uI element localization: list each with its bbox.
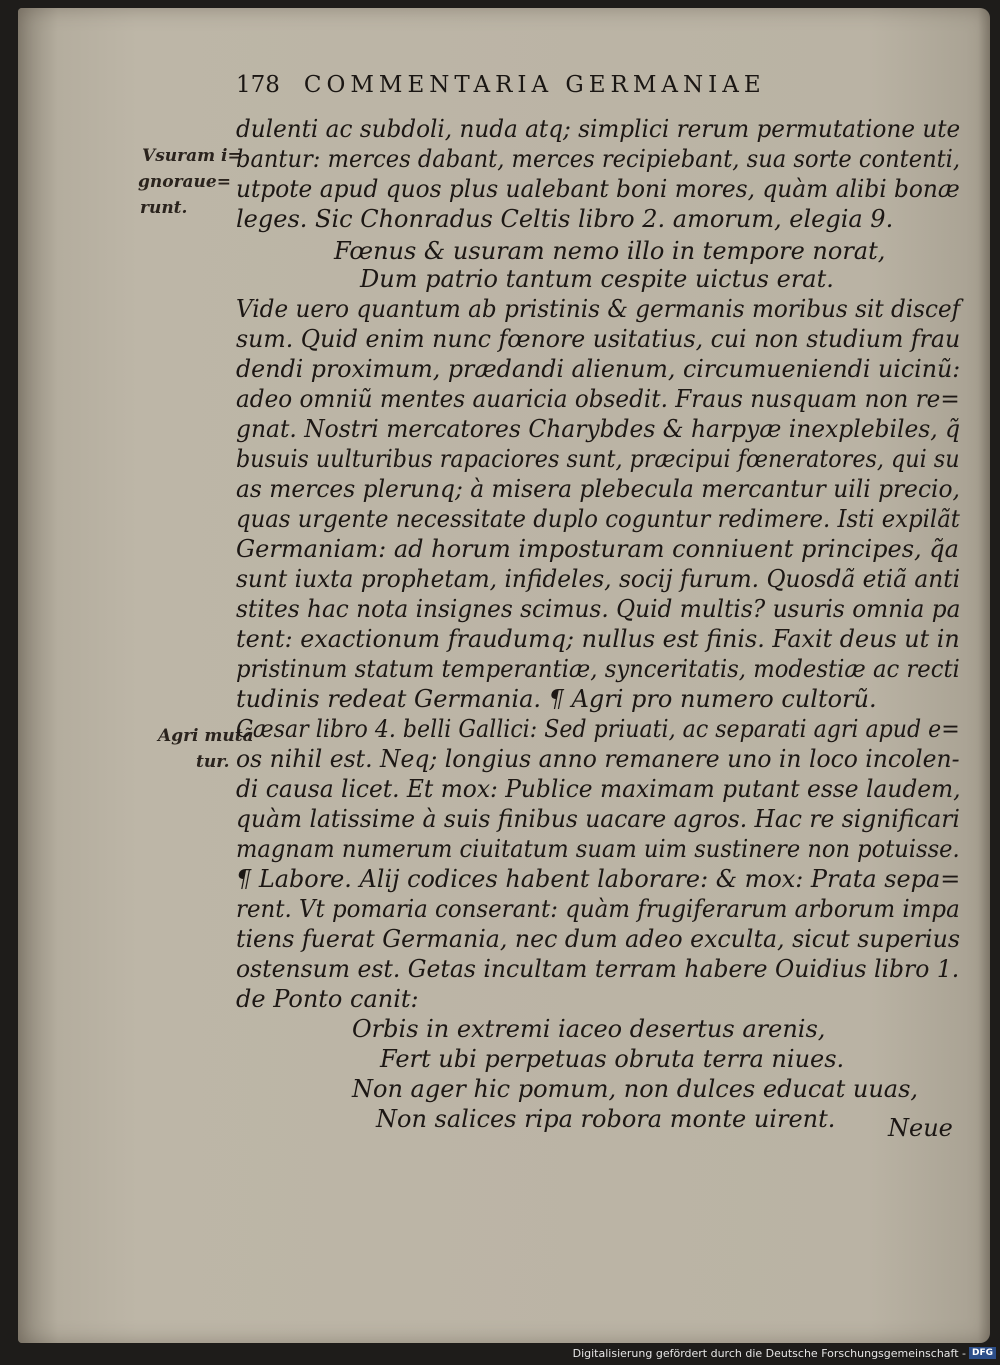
- margin-note-agri-1: Agri mutã: [158, 726, 254, 746]
- text-line: quàm latissime à suis finibus uacare agros. Hac re significari: [236, 805, 960, 833]
- funding-credit: Digitalisierung gefördert durch die Deutsche Forschungsgemeinschaft -: [572, 1347, 966, 1360]
- text-line: adeo omniũ mentes auaricia obsedit. Fraus nusquam non re=: [236, 385, 960, 413]
- text-line: de Ponto canit:: [236, 985, 419, 1013]
- text-line: tent: exactionum fraudumq; nullus est finis. Faxit deus ut in: [236, 625, 960, 653]
- running-header: [236, 72, 766, 98]
- text-line: ostensum est. Getas incultam terram habere Ouidius libro 1.: [236, 955, 960, 983]
- text-line: stites hac nota insignes scimus. Quid multis? usuris omnia pa: [236, 595, 961, 623]
- running-title: COMMENTARIA GERMANIAE: [303, 72, 766, 98]
- margin-note-agri-2: tur.: [196, 752, 230, 772]
- text-line: Germaniam: ad horum imposturam conniuent principes, q̃a: [236, 535, 959, 563]
- text-line: gnat. Nostri mercatores Charybdes & harpyæ inexplebiles, q̃: [236, 415, 961, 443]
- verse-line: Non ager hic pomum, non dulces educat uuas,: [352, 1075, 919, 1103]
- verse-line: Non salices ripa robora monte uirent.: [376, 1105, 836, 1133]
- text-line: magnam numerum ciuitatum suam uim sustinere non potuisse.: [236, 835, 960, 863]
- text-line: rent. Vt pomaria conserant: quàm frugiferarum arborum impa: [236, 895, 960, 923]
- text-line: bantur: merces dabant, merces recipiebant, sua sorte contenti,: [236, 145, 961, 173]
- text-line: pristinum statum temperantiæ, synceritatis, modestiæ ac recti: [236, 655, 960, 683]
- page-number: 178: [236, 72, 280, 98]
- text-line: busuis uulturibus rapaciores sunt, præcipui fœneratores, qui su: [236, 445, 960, 473]
- text-line: ¶ Labore. Alij codices habent laborare: & mox: Prata sepa=: [236, 865, 961, 893]
- dfg-logo: DFG: [969, 1347, 996, 1359]
- text-line: sum. Quid enim nunc fœnore usitatius, cui non studium frau: [236, 325, 961, 353]
- footer-bar: [0, 1343, 1000, 1365]
- catchword: Neue: [888, 1114, 953, 1142]
- verse-line: Dum patrio tantum cespite uictus erat.: [360, 265, 834, 293]
- text-line: os nihil est. Neq; longius anno remanere uno in loco incolen-: [236, 745, 960, 773]
- verse-line: Orbis in extremi iaceo desertus arenis,: [352, 1015, 826, 1043]
- text-line: utpote apud quos plus ualebant boni mores, quàm alibi bonæ: [236, 175, 960, 203]
- text-line: dulenti ac subdoli, nuda atq; simplici rerum permutatione ute: [236, 115, 961, 143]
- text-line: tudinis redeat Germania. ¶ Agri pro numero cultorũ.: [236, 685, 877, 713]
- margin-note-usuram-2: gnoraue=: [138, 172, 231, 192]
- text-line: Cæsar libro 4. belli Gallici: Sed priuati, ac separati agri apud e=: [236, 715, 960, 743]
- text-line: di causa licet. Et mox: Publice maximam putant esse laudem,: [236, 775, 961, 803]
- verse-line: Fert ubi perpetuas obruta terra niues.: [380, 1045, 845, 1073]
- text-line: as merces plerunq; à misera plebecula mercantur uili precio,: [236, 475, 960, 503]
- text-line: sunt iuxta prophetam, infideles, socij furum. Quosdã etiã anti: [236, 565, 961, 593]
- text-line: tiens fuerat Germania, nec dum adeo exculta, sicut superius: [236, 925, 960, 953]
- text-line: quas urgente necessitate duplo coguntur redimere. Isti expilãt: [236, 505, 960, 533]
- margin-note-usuram-1: Vsuram i=: [142, 146, 242, 166]
- text-line: Vide uero quantum ab pristinis & germanis moribus sit discef: [236, 295, 961, 323]
- text-line: leges. Sic Chonradus Celtis libro 2. amorum, elegia 9.: [236, 205, 894, 233]
- text-line: dendi proximum, prædandi alienum, circumueniendi uicinũ:: [236, 355, 961, 383]
- margin-note-usuram-3: runt.: [140, 198, 188, 218]
- verse-line: Fœnus & usuram nemo illo in tempore norat,: [334, 237, 886, 265]
